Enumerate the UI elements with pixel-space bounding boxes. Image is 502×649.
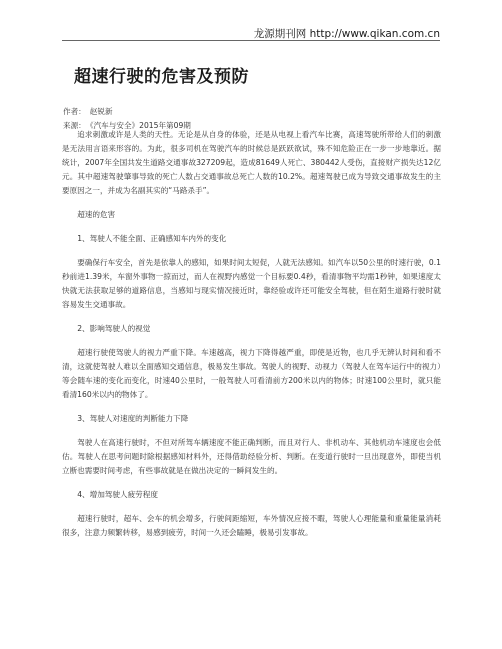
article-author-line	[63, 106, 113, 117]
paragraph-1: 要确保行车安全，首先是依靠人的感知，如果时间太短促，人就无法感知。如汽车以50公里的时速行驶，0.1秒前进1.39米，车窗外事物一掠而过，而人在视野内感觉一个目标要0.4秒，看清事物平均需1秒钟，如果速度太快就无法获取足够的道路信息，当感知与现实情况接近时，靠经验或许还可能安全驾驶，但在陌生道路行驶时就容易发生交通事故。	[62, 258, 441, 309]
article-title: 超速行驶的危害及预防	[74, 67, 249, 87]
subheading-4: 4、增加驾驶人疲劳程度	[77, 490, 158, 499]
paragraph-4: 超速行驶时，超车、会车的机会增多，行驶间距缩短，车外情况应接不暇，驾驶人心理能量和重量能量消耗很多，注意力频繁转移，易感到疲劳，时间一久还会瞌睡，极易引发事故。	[62, 514, 441, 537]
header-site-text[interactable]: 龙源期刊网 http://www.qikan.com.cn	[253, 28, 440, 40]
header-divider	[62, 40, 440, 41]
source-name: 《汽车与安全》2015年第09期	[89, 121, 191, 130]
subheading-2: 2、影响驾驶人的视觉	[77, 324, 151, 333]
paragraph-2: 超速行驶使驾驶人的视力严重下降。车速越高，视力下降得越严重，即使是近物，也几乎无辨认时间和看不清，这就使驾驶人难以全面感知交通信息，极易发生事故。驾驶人的视野、动视力（驾驶人在驾车运行中的视力）等会随车速的变化而变化，时速40公里时，一般驾驶人可看清前方200米以内的物体；时速100公里时，就只能看清160米以内的物体了。	[62, 348, 441, 399]
subheading-1: 1、驾驶人不能全面、正确感知车内外的变化	[77, 234, 227, 243]
subheading-3: 3、驾驶人对速度的判断能力下降	[77, 414, 189, 423]
paragraph-3: 驾驶人在高速行驶时，不但对所驾车辆速度不能正确判断，而且对行人、非机动车、其他机动车速度也会低估。驾驶人在思考问题时除根据感知材料外，还得借助经验分析、判断。在变道行驶时一旦出现意外，即使当机立断也需要时间考虑，有些事故就是在做出决定的一瞬间发生的。	[62, 438, 441, 475]
author-label: 作者：	[63, 107, 86, 116]
author-name: 赵锐新	[89, 107, 113, 116]
section-heading: 超速的危害	[77, 210, 116, 219]
paragraph-intro: 追求刺激或许是人类的天性。无论是从自身的体验，还是从电视上看汽车比赛，高速驾驶所带给人们的刺激是无法用言语来形容的。为此，很多司机在驾驶汽车的时候总是跃跃欲试，殊不知危险正在一步一步地靠近。据统计，2007年全国共发生道路交通事故327209起，造成81649人死亡、380442人受伤，直接财产损失达12亿元。其中超速驾驶肇事导致的死亡人数占交通事故总死亡人数的10.2%。超速驾驶已成为导致交通事故发生的主要原因之一，并成为名副其实的“马路杀手”。	[62, 130, 441, 195]
source-label: 来源：	[63, 121, 86, 130]
article-body	[62, 128, 441, 550]
